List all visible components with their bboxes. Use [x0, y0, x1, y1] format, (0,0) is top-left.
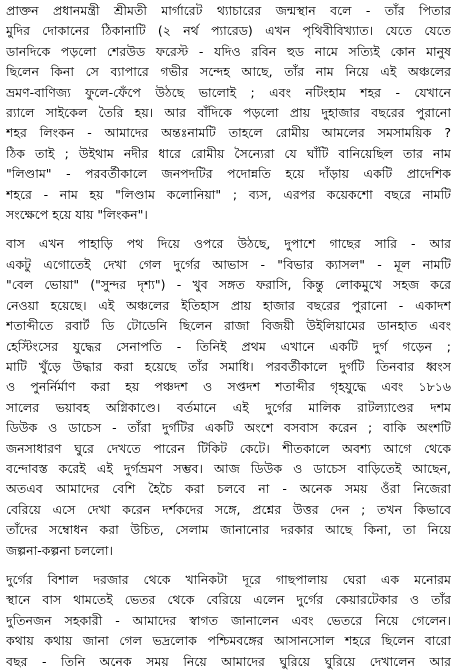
paragraph-3 [6, 570, 451, 672]
text-line: শহরে - নাম হয় "লিণ্ডাম কলোনিয়া" ; ব্যস, এরপর কয়েকশো বছরে নামটি [6, 186, 451, 202]
text-line: সংক্ষেপে হয়ে যায় "লিংকন"। [6, 207, 148, 223]
text-line: তাঁদের সম্বোধন করা উচিত, সেলাম জানানোর দরকার আছে কিনা, তা নিয়ে [6, 522, 451, 538]
text-line: মাটি খুঁড়ে উদ্ধার করা হয়েছে তাঁর সমাধি। পরবর্তীকালে দুর্গটি তিনবার ধ্বংস [6, 358, 451, 374]
text-line: বন্দোবস্ত করেই এই দুর্গভ্রমণ সম্ভব। আজ ডিউক ও ডাচেস বাড়িতেই আছেন, [6, 460, 451, 476]
text-line: "বেল ভোয়া" ("সুন্দর দৃশ্য") - খুব সঙ্গত ফরাসি, কিন্তু লোকমুখে সহজ করে [6, 277, 451, 293]
text-line: ঠিক তাই ; উইথাম নদীর ধারে রোমীয় সৈন্যেরা যে ঘাঁটি বানিয়েছিল তার নাম [6, 145, 451, 161]
text-line: প্রাক্তন প্রধানমন্ত্রী শ্রীমতী মার্গারেট থ্যাচারের জন্মস্থান বলে - তাঁর পিতার [6, 3, 451, 18]
text-line: ডানদিকে পড়লো শেরউড ফরেস্ট - যদিও রবিন হুড নামে সত্যিই কোন মানুষ [6, 43, 451, 59]
text-line: শহর লিংকন - আমাদের অন্তঃনামটি তাহলে রোমীয় আমলের সমসাময়িক ? [6, 125, 451, 141]
paragraph-1 [6, 1, 451, 225]
text-line: "লিণ্ডাম" - পরবর্তীকালে জনপদটির পদোন্নতি হয়ে দাঁড়ায় একটি প্রাদেশিক [6, 166, 451, 182]
text-line: কথায় কথায় জানা গেল ভদ্রলোক পশ্চিমবঙ্গের আসানসোল শহরে ছিলেন বারো [6, 633, 451, 649]
text-line: দুতিনজন সহকারী - আমাদের স্বাগত জানালেন এবং ভেতরে নিয়ে গেলেন। [6, 612, 451, 628]
text-line: মুদির দোকানের ঠিকানাটি (২ নর্থ প্যারেড) এখন পৃথিবীবিখ্যাত। যেতে যেতে [6, 23, 451, 39]
text-line: ও পুনর্নির্মাণ করা হয় পঞ্চদশ ও সপ্তদশ শতাব্দীর গৃহযুদ্ধে এবং ১৮১৬ [6, 379, 451, 395]
paragraph-2 [6, 234, 451, 561]
text-line: র‍্যালে সাইকেল তৈরি হয়। আর বাঁদিকে পড়লো প্রায় দুহাজার বছরের পুরানো [6, 105, 451, 121]
text-line: বেরিয়ে এসে দেখা করেন দর্শকদের সঙ্গে, প্রশ্নের উত্তর দেন ; তখন কিভাবে [6, 501, 451, 517]
text-line: স্থানে বাস থামতেই ভেতর থেকে বেরিয়ে এলেন দুর্গের কেয়ারটেকার ও তাঁর [6, 592, 451, 608]
text-line: নেওয়া হয়েছে। এই অঞ্চলের ইতিহাস প্রায় হাজার বছরের পুরানো - একাদশ [6, 297, 451, 313]
text-line: সালের ভয়াবহ অগ্নিকাণ্ডে। বর্তমানে এই দুর্গের মালিক রাটল্যাণ্ডের দশম [6, 399, 451, 415]
text-line: জল্পনা-কল্পনা চললো। [6, 542, 113, 558]
text-line: ডিউক ও ডাচেস - তাঁরা দুর্গটির একটি অংশে বসবাস করেন ; বাকি অংশটি [6, 420, 451, 436]
text-line: শতাব্দীতে রবার্ট ডি টোডেনি ছিলেন রাজা বিজয়ী উইলিয়ামের ডানহাত এবং [6, 318, 451, 334]
text-line: দুর্গের বিশাল দরজার থেকে খানিকটা দূরে গাছপালায় ঘেরা এক মনোরম [6, 571, 451, 587]
text-line: জনসাধারণ ঘুরে দেখতে পারেন টিকিট কেটে। শীতকালে অবশ্য আগে থেকে [6, 440, 451, 456]
text-line: অতএব আমাদের বেশি হৈচৈ করা চলবে না - অনেক সময় ওঁরা নিজেরা [6, 481, 451, 497]
text-line: একটু এগোতেই দেখা গেল দুর্গের আভাস - "বিভার ক্যাসল" - মূল নামটি [6, 256, 451, 272]
text-line: হেস্টিংসের যুদ্ধের সেনাপতি - তিনিই প্রথম এখানে একটি দুর্গ গড়েন ; [6, 338, 451, 354]
text-line: ছিলেন কিনা সে ব্যাপারে গভীর সন্দেহ আছে, তাঁর নাম নিয়ে এই অঞ্চলের [6, 64, 451, 80]
text-line: বাস এখন পাহাড়ি পথ দিয়ে ওপরে উঠছে, দুপাশে গাছের সারি - আর [6, 236, 451, 252]
text-line: ভ্রমণ-বাণিজ্য ফুলে-ফেঁপে উঠছে ভালোই ; এবং নটিংহাম শহর - যেখানে [6, 84, 451, 100]
text-line: বছর - তিনি অনেক সময় নিয়ে আমাদের ঘুরিয়ে ঘুরিয়ে দেখালেন আর [6, 653, 451, 669]
